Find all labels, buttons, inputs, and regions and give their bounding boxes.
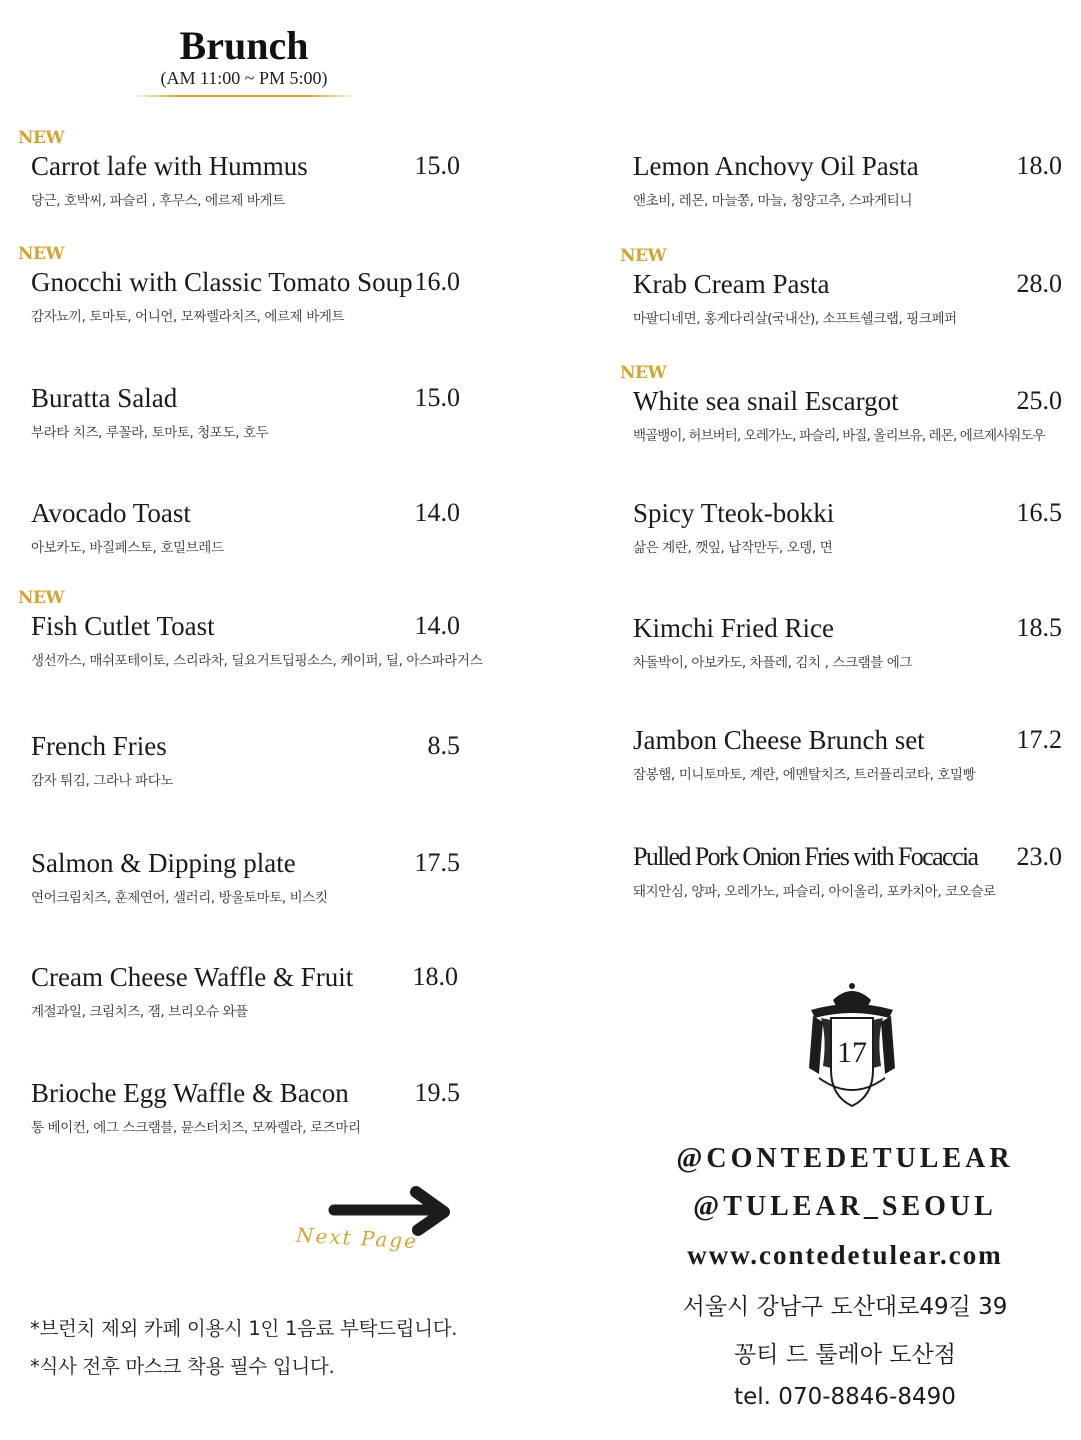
menu-header	[96, 22, 392, 97]
menu-title: Brunch	[179, 23, 309, 68]
item-description: 돼지안심, 양파, 오레가노, 파슬리, 아이올리, 포카치아, 코오슬로	[633, 884, 996, 900]
item-price: 18.5	[1016, 613, 1062, 642]
item-name: French Fries	[31, 731, 167, 761]
item-name: Salmon & Dipping plate	[31, 848, 296, 878]
item-description: 삶은 계란, 깻잎, 납작만두, 오뎅, 면	[633, 540, 833, 556]
item-price: 17.2	[1016, 725, 1062, 754]
item-description: 앤초비, 레몬, 마늘쫑, 마늘, 청양고추, 스파게티니	[633, 193, 913, 209]
item-price: 18.0	[412, 962, 458, 991]
item-name: Fish Cutlet Toast	[31, 611, 215, 641]
item-price: 16.0	[414, 267, 460, 296]
notice-drink: *브런치 제외 카페 이용시 1인 1음료 부탁드립니다.	[30, 1317, 458, 1340]
item-description: 계절과일, 크림치즈, 잼, 브리오슈 와플	[31, 1004, 248, 1020]
menu-item-krab-cream-pasta	[620, 246, 1068, 336]
menu-item-french-fries	[18, 708, 466, 798]
instagram-handle-1[interactable]: @CONTEDETULEAR	[676, 1143, 1014, 1174]
menu-item-gnocchi	[18, 244, 466, 334]
next-page-link[interactable]	[292, 1184, 462, 1264]
address: 서울시 강남구 도산대로49길 39	[682, 1294, 1008, 1320]
menu-item-buratta-salad	[18, 360, 466, 450]
item-description: 통 베이컨, 에그 스크램블, 뮨스터치즈, 모짜렐라, 로즈마리	[31, 1120, 361, 1136]
item-price: 15.0	[414, 383, 460, 412]
branch-name: 꽁티 드 툴레아 도산점	[734, 1342, 956, 1368]
item-price: 18.0	[1016, 151, 1062, 180]
new-badge: NEW	[620, 246, 667, 266]
item-description: 잠봉햄, 미니토마토, 계란, 에멘탈치즈, 트러플리코타, 호밀빵	[633, 767, 976, 783]
menu-item-tteokbokki	[620, 475, 1068, 565]
menu-item-escargot	[620, 363, 1068, 453]
instagram-handle-2[interactable]: @TULEAR_SEOUL	[693, 1191, 997, 1222]
item-price: 8.5	[427, 731, 460, 760]
item-description: 감자뇨끼, 토마토, 어니언, 모짜렐라치즈, 에르제 바게트	[31, 309, 345, 325]
menu-item-avocado-toast	[18, 475, 466, 565]
item-price: 23.0	[1016, 842, 1062, 871]
menu-item-kimchi-fried-rice	[620, 590, 1068, 680]
menu-item-carrot-lafe	[18, 128, 466, 218]
item-price: 14.0	[414, 611, 460, 640]
item-description: 생선까스, 매쉬포테이토, 스리라차, 딜요거트딥핑소스, 케이퍼, 딜, 아스파라거스	[31, 653, 483, 669]
new-badge: NEW	[18, 244, 65, 264]
menu-item-cream-cheese-waffle	[18, 939, 466, 1029]
item-description: 아보카도, 바질페스토, 호밀브레드	[31, 540, 224, 556]
new-badge: NEW	[18, 588, 65, 608]
header-divider	[135, 95, 353, 97]
new-badge: NEW	[620, 363, 667, 383]
menu-item-brioche-waffle	[18, 1055, 466, 1145]
item-name: Krab Cream Pasta	[633, 269, 830, 299]
item-name: Cream Cheese Waffle & Fruit	[31, 962, 354, 992]
website-link[interactable]: www.contedetulear.com	[687, 1240, 1003, 1270]
item-price: 28.0	[1016, 269, 1062, 298]
item-price: 25.0	[1016, 386, 1062, 415]
item-price: 16.5	[1016, 498, 1062, 527]
item-name: Jambon Cheese Brunch set	[633, 725, 925, 755]
item-name: Brioche Egg Waffle & Bacon	[31, 1078, 349, 1108]
next-page-label: Next Page	[295, 1222, 419, 1254]
menu-item-fish-cutlet-toast	[18, 588, 483, 678]
item-name: White sea snail Escargot	[633, 386, 899, 416]
item-name: Lemon Anchovy Oil Pasta	[633, 151, 919, 181]
item-description: 연어크림치즈, 훈제연어, 샐러리, 방울토마토, 비스킷	[31, 890, 328, 906]
item-price: 14.0	[414, 498, 460, 527]
menu-item-salmon-plate	[18, 825, 466, 915]
item-name: Pulled Pork Onion Fries with Focaccia	[633, 842, 978, 871]
telephone[interactable]: tel. 070-8846-8490	[734, 1384, 956, 1410]
item-description: 차돌박이, 아보카도, 차플레, 김치 , 스크램블 에그	[633, 655, 913, 671]
item-description: 당근, 호박씨, 파슬리 , 후무스, 에르제 바게트	[31, 193, 285, 209]
item-price: 17.5	[414, 848, 460, 877]
opening-hours: (AM 11:00 ~ PM 5:00)	[160, 68, 328, 88]
crest-emblem-icon	[805, 978, 899, 1110]
crest-number: 17	[837, 1036, 867, 1069]
item-name: Carrot lafe with Hummus	[31, 151, 308, 181]
item-name: Avocado Toast	[31, 498, 191, 528]
item-name: Buratta Salad	[31, 383, 178, 413]
item-price: 19.5	[414, 1078, 460, 1107]
item-description: 부라타 치즈, 루꼴라, 토마토, 청포도, 호두	[31, 425, 269, 441]
restaurant-crest-logo	[805, 978, 899, 1110]
menu-item-jambon-brunch-set	[620, 702, 1068, 792]
item-price: 15.0	[414, 151, 460, 180]
item-description: 백골뱅이, 허브버터, 오레가노, 파슬리, 바질, 올리브유, 레몬, 에르제사워도우	[633, 428, 1045, 444]
item-name: Gnocchi with Classic Tomato Soup	[31, 267, 413, 297]
menu-item-pulled-pork	[620, 819, 1068, 909]
item-name: Spicy Tteok-bokki	[633, 498, 835, 528]
item-description: 감자 튀김, 그라나 파다노	[31, 773, 173, 789]
new-badge: NEW	[18, 128, 65, 148]
menu-item-lemon-anchovy-pasta	[620, 128, 1068, 218]
item-name: Kimchi Fried Rice	[633, 613, 834, 643]
notice-mask: *식사 전후 마스크 착용 필수 입니다.	[30, 1355, 335, 1378]
item-description: 마팔디네면, 홍게다리살(국내산), 소프트쉘크랩, 핑크페퍼	[633, 311, 957, 327]
